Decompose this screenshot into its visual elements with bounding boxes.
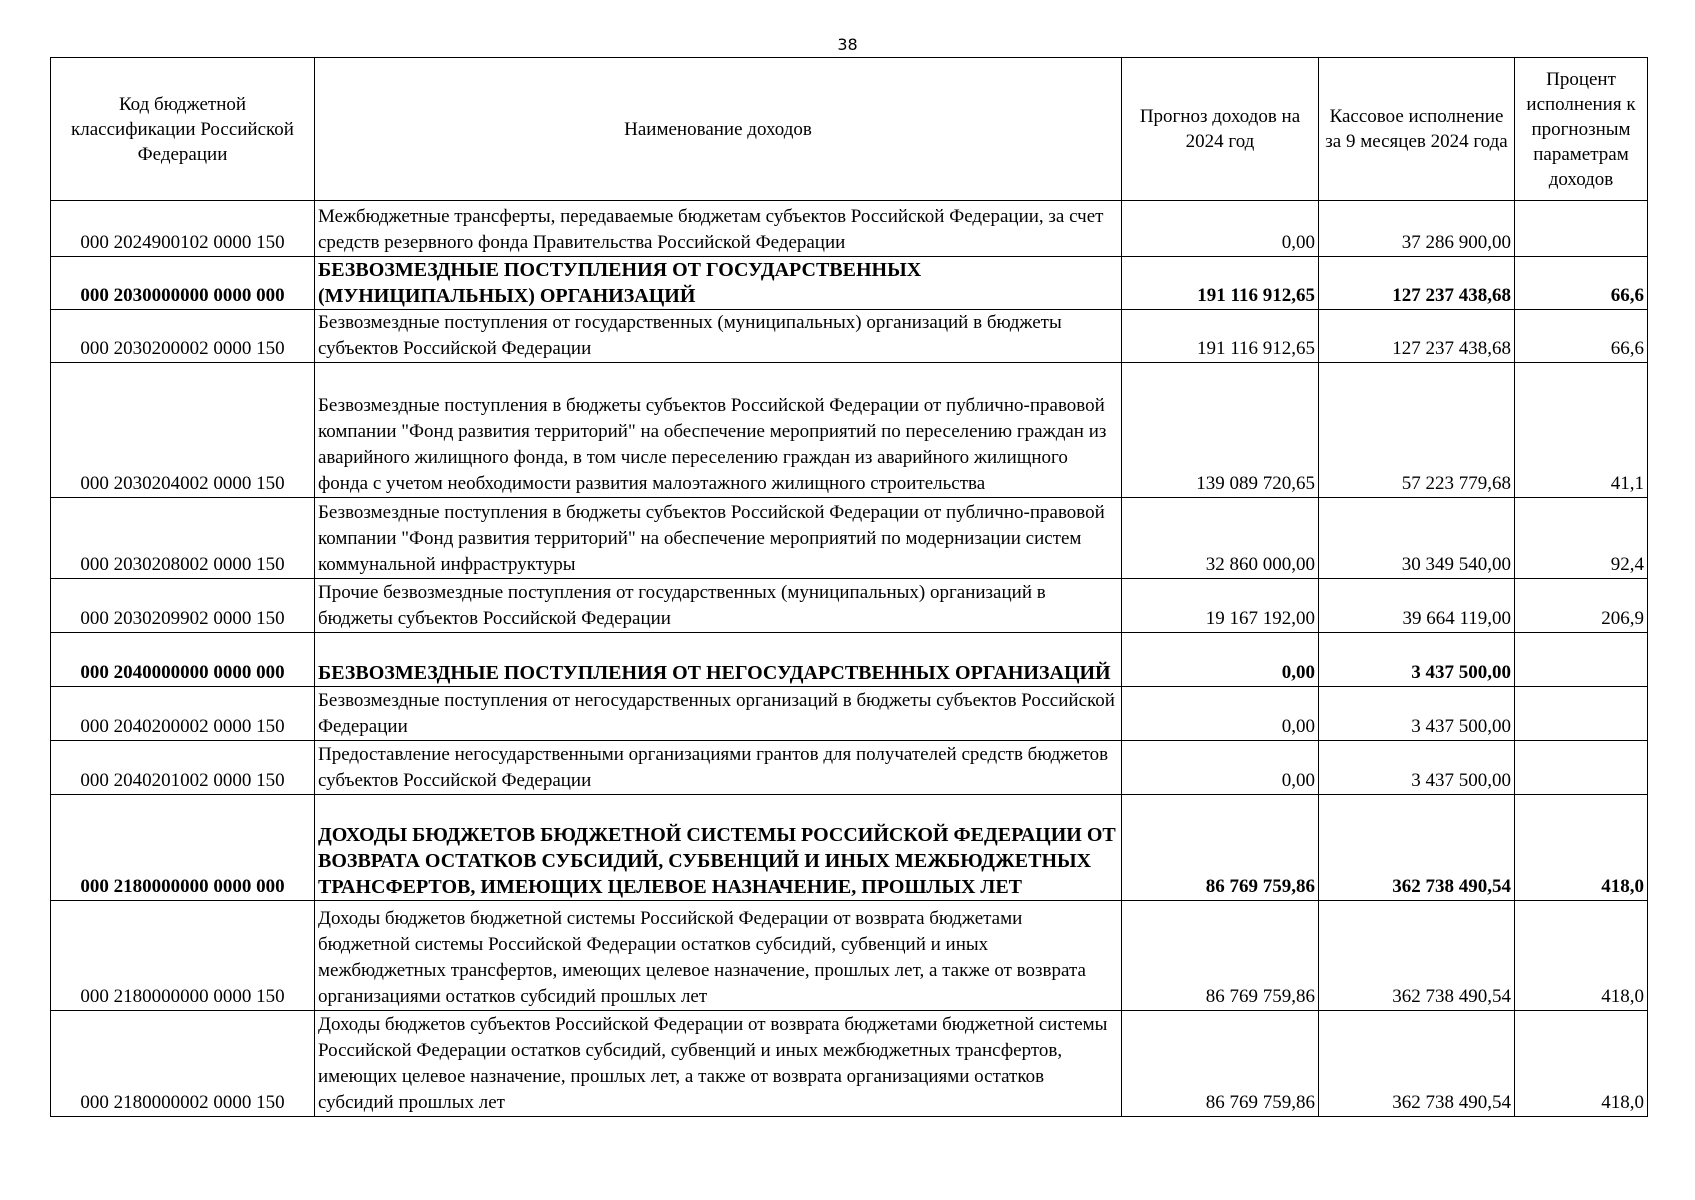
row-name: БЕЗВОЗМЕЗДНЫЕ ПОСТУПЛЕНИЯ ОТ ГОСУДАРСТВЕННЫХ (МУНИЦИПАЛЬНЫХ) ОРГАНИЗАЦИЙ bbox=[315, 257, 1122, 310]
row-execution: 3 437 500,00 bbox=[1319, 633, 1515, 687]
table-row bbox=[51, 579, 1648, 633]
row-percent: 206,9 bbox=[1515, 579, 1648, 633]
table-row-section bbox=[51, 795, 1648, 901]
row-name: Межбюджетные трансферты, передаваемые бюджетам субъектов Российской Федерации, за счет средств резервного фонда Правительства Российской Федерации bbox=[315, 201, 1122, 257]
table-row bbox=[51, 741, 1648, 795]
row-name: Безвозмездные поступления от государственных (муниципальных) организаций в бюджеты субъектов Российской Федерации bbox=[315, 310, 1122, 363]
row-code: 000 2030000000 0000 000 bbox=[51, 257, 315, 310]
row-code: 000 2040000000 0000 000 bbox=[51, 633, 315, 687]
row-code: 000 2024900102 0000 150 bbox=[51, 201, 315, 257]
row-forecast: 32 860 000,00 bbox=[1122, 498, 1319, 579]
row-percent: 418,0 bbox=[1515, 1011, 1648, 1117]
row-name: Доходы бюджетов субъектов Российской Федерации от возврата бюджетами бюджетной системы Российской Федерации остатков субсидий, субвенций и иных межбюджетных трансфертов, имеющих целевое назначение, прошлых лет, а также от возврата организациями остатков субсидий прошлых лет bbox=[315, 1011, 1122, 1117]
row-execution: 3 437 500,00 bbox=[1319, 741, 1515, 795]
table-row-section bbox=[51, 633, 1648, 687]
row-code: 000 2030200002 0000 150 bbox=[51, 310, 315, 363]
table-row bbox=[51, 363, 1648, 498]
table-row bbox=[51, 1011, 1648, 1117]
row-code: 000 2030204002 0000 150 bbox=[51, 363, 315, 498]
header-percent: Процент исполнения к прогнозным параметрам доходов bbox=[1515, 58, 1648, 201]
row-percent: 66,6 bbox=[1515, 257, 1648, 310]
row-name: ДОХОДЫ БЮДЖЕТОВ БЮДЖЕТНОЙ СИСТЕМЫ РОССИЙСКОЙ ФЕДЕРАЦИИ ОТ ВОЗВРАТА ОСТАТКОВ СУБСИДИЙ, СУБВЕНЦИЙ И ИНЫХ МЕЖБЮДЖЕТНЫХ ТРАНСФЕРТОВ, ИМЕЮЩИХ ЦЕЛЕВОЕ НАЗНАЧЕНИЕ, ПРОШЛЫХ ЛЕТ bbox=[315, 795, 1122, 901]
row-name: Прочие безвозмездные поступления от государственных (муниципальных) организаций в бюджеты субъектов Российской Федерации bbox=[315, 579, 1122, 633]
table-row bbox=[51, 901, 1648, 1011]
row-forecast: 0,00 bbox=[1122, 687, 1319, 741]
header-row bbox=[51, 58, 1648, 201]
row-name: БЕЗВОЗМЕЗДНЫЕ ПОСТУПЛЕНИЯ ОТ НЕГОСУДАРСТВЕННЫХ ОРГАНИЗАЦИЙ bbox=[315, 633, 1122, 687]
row-percent bbox=[1515, 633, 1648, 687]
row-code: 000 2030208002 0000 150 bbox=[51, 498, 315, 579]
row-forecast: 191 116 912,65 bbox=[1122, 310, 1319, 363]
row-code: 000 2030209902 0000 150 bbox=[51, 579, 315, 633]
row-execution: 362 738 490,54 bbox=[1319, 1011, 1515, 1117]
row-code: 000 2180000000 0000 000 bbox=[51, 795, 315, 901]
row-forecast: 191 116 912,65 bbox=[1122, 257, 1319, 310]
header-code: Код бюджетной классификации Российской Федерации bbox=[51, 58, 315, 201]
row-name: Доходы бюджетов бюджетной системы Российской Федерации от возврата бюджетами бюджетной системы Российской Федерации остатков субсидий, субвенций и иных межбюджетных трансфертов, имеющих целевое назначение, прошлых лет, а также от возврата организациями остатков субсидий прошлых лет bbox=[315, 901, 1122, 1011]
row-code: 000 2180000002 0000 150 bbox=[51, 1011, 315, 1117]
row-percent: 418,0 bbox=[1515, 901, 1648, 1011]
table-row bbox=[51, 310, 1648, 363]
table-row bbox=[51, 498, 1648, 579]
row-percent bbox=[1515, 741, 1648, 795]
row-name: Безвозмездные поступления в бюджеты субъектов Российской Федерации от публично-правовой компании "Фонд развития территорий" на обеспечение мероприятий по модернизации систем коммунальной инфраструктуры bbox=[315, 498, 1122, 579]
row-execution: 362 738 490,54 bbox=[1319, 795, 1515, 901]
page-number: 38 bbox=[837, 35, 858, 54]
row-code: 000 2040201002 0000 150 bbox=[51, 741, 315, 795]
table-row bbox=[51, 687, 1648, 741]
table-row-section bbox=[51, 257, 1648, 310]
row-execution: 127 237 438,68 bbox=[1319, 310, 1515, 363]
row-name: Безвозмездные поступления от негосударственных организаций в бюджеты субъектов Российской Федерации bbox=[315, 687, 1122, 741]
row-execution: 127 237 438,68 bbox=[1319, 257, 1515, 310]
row-execution: 39 664 119,00 bbox=[1319, 579, 1515, 633]
table-row bbox=[51, 201, 1648, 257]
row-forecast: 19 167 192,00 bbox=[1122, 579, 1319, 633]
row-percent bbox=[1515, 201, 1648, 257]
row-name: Безвозмездные поступления в бюджеты субъектов Российской Федерации от публично-правовой компании "Фонд развития территорий" на обеспечение мероприятий по переселению граждан из аварийного жилищного фонда, в том числе переселению граждан из аварийного жилищного фонда с учетом необходимости развития малоэтажного жилищного строительства bbox=[315, 363, 1122, 498]
header-name: Наименование доходов bbox=[315, 58, 1122, 201]
row-forecast: 86 769 759,86 bbox=[1122, 901, 1319, 1011]
row-forecast: 0,00 bbox=[1122, 741, 1319, 795]
header-execution: Кассовое исполнение за 9 месяцев 2024 года bbox=[1319, 58, 1515, 201]
row-percent: 66,6 bbox=[1515, 310, 1648, 363]
row-execution: 30 349 540,00 bbox=[1319, 498, 1515, 579]
revenue-table bbox=[50, 57, 1648, 1117]
header-forecast: Прогноз доходов на 2024 год bbox=[1122, 58, 1319, 201]
row-execution: 57 223 779,68 bbox=[1319, 363, 1515, 498]
row-forecast: 0,00 bbox=[1122, 633, 1319, 687]
row-execution: 362 738 490,54 bbox=[1319, 901, 1515, 1011]
row-percent: 418,0 bbox=[1515, 795, 1648, 901]
row-name: Предоставление негосударственными организациями грантов для получателей средств бюджетов субъектов Российской Федерации bbox=[315, 741, 1122, 795]
row-forecast: 86 769 759,86 bbox=[1122, 1011, 1319, 1117]
row-forecast: 0,00 bbox=[1122, 201, 1319, 257]
row-forecast: 139 089 720,65 bbox=[1122, 363, 1319, 498]
row-code: 000 2180000000 0000 150 bbox=[51, 901, 315, 1011]
row-percent bbox=[1515, 687, 1648, 741]
row-execution: 3 437 500,00 bbox=[1319, 687, 1515, 741]
row-percent: 41,1 bbox=[1515, 363, 1648, 498]
row-code: 000 2040200002 0000 150 bbox=[51, 687, 315, 741]
row-execution: 37 286 900,00 bbox=[1319, 201, 1515, 257]
row-percent: 92,4 bbox=[1515, 498, 1648, 579]
row-forecast: 86 769 759,86 bbox=[1122, 795, 1319, 901]
